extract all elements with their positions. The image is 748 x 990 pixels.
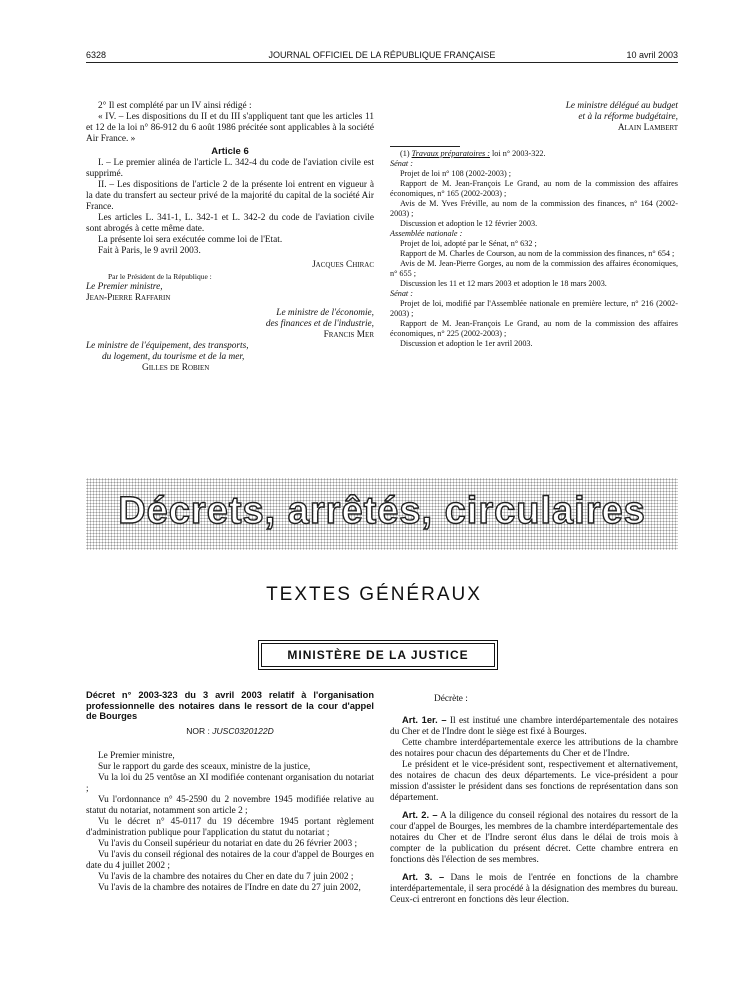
visa: Le Premier ministre, <box>98 750 175 761</box>
decree-right-column: Décrète : Art. 1er. – Il est institué une chambre interdépartementale des notaires du Cher et de l'Indre dont le siège est fixé à Bourges. Cette chambre interdépartementale exerce les attributions de la chambre des notaires pour chacun des départements du Cher et de l'Indre. Le président et le vice-président sont, respectivement et alternativement, des notaires de chacun des deux départements. Le vice-président a pour mission d'assister le président dans ses fonctions de représentation dans son département. Art. 2. – A la diligence du conseil régional des notaires du ressort de la cour d'appel de Bourges, les membres de la chambre interdépartementale des notaires du Cher et de l'Indre seront élus dans le délai de trois mois à compter de la publication du présent décret. Cette chambre entrera en fonctions dès l'élection de ses membres. Art. 3. – Dans le mois de l'entrée en fonctions de la chambre interdépartementale, il sera procédé à la désignation des membres du bureau. Ceux-ci entreront en fonctions dès leur élection. <box>390 694 679 905</box>
equip-name: Gilles de Robien <box>142 363 210 373</box>
eco-title-2: des finances et de l'industrie, <box>265 319 374 329</box>
art3-label: Art. 3. – <box>402 872 445 882</box>
note-label: Travaux préparatoires : <box>411 149 490 158</box>
ministry-title: MINISTÈRE DE LA JUSTICE <box>261 643 495 667</box>
page-number: 6328 <box>86 50 107 60</box>
visa: Vu l'avis de la chambre des notaires de l'Indre en date du 27 juin 2002, <box>98 882 361 893</box>
nor-reference: NOR : JUSC0320122D <box>186 725 274 736</box>
decree-left-column <box>86 690 374 894</box>
budget-title-1: Le ministre délégué au budget <box>565 101 678 111</box>
nor-code: JUSC0320122D <box>212 725 274 736</box>
header-rule <box>86 62 678 63</box>
senat-label: Sénat : <box>390 159 413 168</box>
pm-title: Le Premier ministre, <box>86 282 163 292</box>
paragraph: I. – Le premier alinéa de l'article L. 342-4 du code de l'aviation civile est supprimé. <box>86 158 374 179</box>
visa: Vu l'avis de la chambre des notaires du Cher en date du 7 juin 2002 ; <box>98 871 354 882</box>
paragraph: 2° Il est complété par un IV ainsi rédigé : <box>98 101 252 111</box>
signature-notes-column <box>390 101 678 349</box>
banner-title: Décrets, arrêtés, circulaires <box>118 490 646 532</box>
paragraph: La présente loi sera exécutée comme loi de l'Etat. <box>98 235 283 245</box>
paragraph: Fait à Paris, le 9 avril 2003. <box>98 246 201 256</box>
section-title: TEXTES GÉNÉRAUX <box>266 584 482 605</box>
equip-title-2: du logement, du tourisme et de la mer, <box>102 352 245 362</box>
visa: Sur le rapport du garde des sceaux, ministre de la justice, <box>98 761 311 772</box>
par-le-president: Par le Président de la République : <box>108 272 212 281</box>
art2-label: Art. 2. – <box>402 810 438 820</box>
senat2-label: Sénat : <box>390 289 413 298</box>
paragraph: « IV. – Les dispositions du II et du III s'appliquent tant que les articles 11 et 12 de la loi n° 86-912 du 6 août 1986 précitée sont applicables à la société Air France. » <box>86 112 374 144</box>
footnote: (1) Travaux préparatoires : loi n° 2003-322. Sénat : Projet de loi n° 108 (2002-2003) ; Rapport de M. Jean-François Le Grand, au nom de la commission des affaires économiques, n° 165 (2002-2003) ; Avis de M. Yves Fréville, au nom de la commission des finances, n° 164 (2002-2003) ; Discussion et adoption le 12 février 2003. Assemblée nationale : Projet de loi, adopté par le Sénat, n° 632 ; Rapport de M. Charles de Courson, au nom de la commission des finances, n° 654 ; Avis de M. Jean-Pierre Gorges, au nom de la commission des affaires économiques, n° 655 ; Discussion les 11 et 12 mars 2003 et adoption le 18 mars 2003. Sénat : Projet de loi, modifié par l'Assemblée nationale en première lecture, n° 216 (2002-2003) ; Rapport de M. Jean-François Le Grand, au nom de la commission des affaires économiques, n° 225 (2002-2003) ; Discussion et adoption le 1er avril 2003. <box>390 149 678 348</box>
issue-date: 10 avril 2003 <box>626 50 678 60</box>
visa: Vu la loi du 25 ventôse an XI modifiée contenant organisation du notariat ; <box>86 772 374 794</box>
pm-name: Jean-Pierre Raffarin <box>86 293 171 303</box>
note-rule <box>390 146 460 147</box>
visa: Vu l'avis du conseil régional des notaires de la cour d'appel de Bourges en date du 4 juillet 2002 ; <box>86 849 374 871</box>
article-heading: Article 6 <box>211 146 249 157</box>
journal-title: JOURNAL OFFICIEL DE LA RÉPUBLIQUE FRANÇAISE <box>268 50 496 60</box>
visa: Vu l'ordonnance n° 45-2590 du 2 novembre 1945 modifiée relative au statut du notariat, notamment son article 2 ; <box>86 794 374 816</box>
signature-president: Jacques Chirac <box>312 260 374 270</box>
art1-label: Art. 1er. – <box>402 715 447 725</box>
visa: Vu l'avis du Conseil supérieur du notariat en date du 26 février 2003 ; <box>98 838 358 849</box>
eco-title-1: Le ministre de l'économie, <box>276 308 374 318</box>
ministry-box <box>258 640 498 670</box>
an-label: Assemblée nationale : <box>390 229 463 238</box>
law-end-column <box>86 101 374 374</box>
budget-name: Alain Lambert <box>617 123 678 133</box>
budget-title-2: et à la réforme budgétaire, <box>578 112 678 122</box>
decrete: Décrète : <box>434 694 468 704</box>
eco-name: Francis Mer <box>323 330 374 340</box>
paragraph: II. – Les dispositions de l'article 2 de la présente loi entrent en vigueur à la date du transfert au secteur privé de la majorité du capital de la société Air France. <box>86 180 374 212</box>
equip-title-1: Le ministre de l'équipement, des transports, <box>86 341 249 351</box>
decree-title: Décret n° 2003-323 du 3 avril 2003 relatif à l'organisation professionnelle des notaires dans le ressort de la cour d'appel de Bourges <box>86 690 374 721</box>
paragraph: Les articles L. 341-1, L. 342-1 et L. 342-2 du code de l'aviation civile sont abrogés à cette même date. <box>86 213 374 234</box>
visa: Vu le décret n° 45-0117 du 19 décembre 1945 portant règlement d'administration publique pour l'application du statut du notariat ; <box>86 816 374 838</box>
section-banner <box>86 478 678 550</box>
